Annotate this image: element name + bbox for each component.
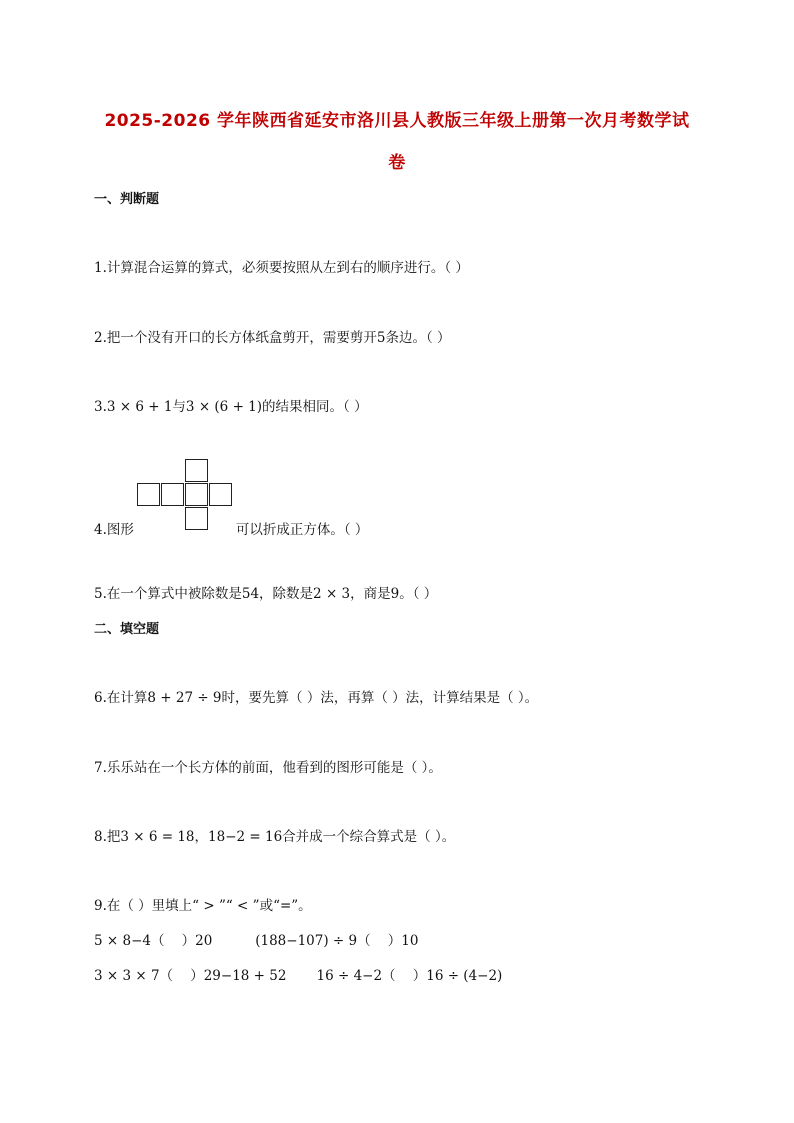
question-3: 3.3 × 6 + 1与3 × (6 + 1)的结果相同。（ ） (94, 399, 368, 415)
question-9: 9.在（ ）里填上“ > ”“ < ”或“=”。 (94, 898, 312, 914)
question-4 (94, 518, 368, 538)
question-8: 8.把3 × 6 = 18，18−2 = 16合并成一个综合算式是（ ）。 (94, 829, 456, 845)
net-square (137, 483, 160, 506)
net-square (161, 483, 184, 506)
net-square (185, 483, 208, 506)
question-9-row-1: 5 × 8−4（ ）20 (188−107) ÷ 9（ ）10 (94, 933, 419, 949)
question-7: 7.乐乐站在一个长方体的前面，他看到的图形可能是（ ）。 (94, 760, 442, 776)
question-4-prefix: 4.图形 (94, 522, 134, 538)
question-4-suffix: 可以折成正方体。（ ） (235, 522, 369, 538)
exam-title-line-1: 2025-2026 学年陕西省延安市洛川县人教版三年级上册第一次月考数学试 (104, 111, 690, 131)
net-square (209, 483, 232, 506)
question-1: 1.计算混合运算的算式，必须要按照从左到右的顺序进行。（ ） (94, 260, 469, 276)
section-heading-fill-blank: 二、填空题 (94, 622, 160, 637)
question-6: 6.在计算8 + 27 ÷ 9时，要先算（ ）法，再算（ ）法，计算结果是（ ）。 (94, 690, 539, 706)
question-9-row-2: 3 × 3 × 7（ ）29−18 + 52 16 ÷ 4−2（ ）16 ÷ (4−2) (94, 968, 503, 984)
net-square (185, 459, 208, 482)
exam-title-line-2: 卷 (388, 153, 406, 173)
section-heading-judgement: 一、判断题 (94, 192, 160, 207)
question-2: 2.把一个没有开口的长方体纸盒剪开，需要剪开5条边。（ ） (94, 330, 451, 346)
question-5: 5.在一个算式中被除数是54，除数是2 × 3，商是9。（ ） (94, 586, 438, 602)
